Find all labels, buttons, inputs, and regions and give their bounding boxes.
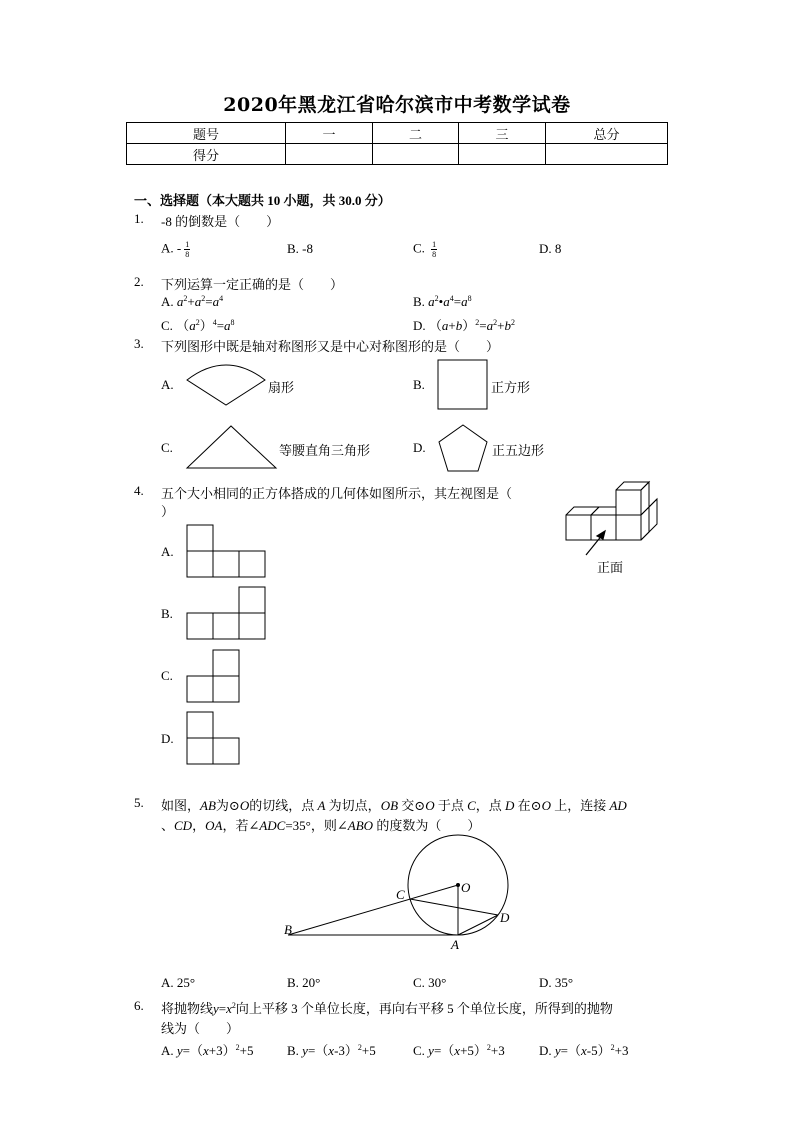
option-label: D. xyxy=(413,318,429,333)
option-label: A. xyxy=(161,294,177,309)
option-c: C. xyxy=(161,668,173,683)
view-b-figure xyxy=(186,586,268,642)
question-stem: 下列图形中既是轴对称图形又是中心对称图形的是（ ） xyxy=(161,339,500,354)
question-stem-continued: ） xyxy=(161,504,175,519)
question-stem: 下列运算一定正确的是（ ） xyxy=(161,277,344,292)
sector-figure xyxy=(186,360,266,408)
view-d-figure xyxy=(186,711,242,767)
option-b: B. $y=(x-3)^2+5$ xyxy=(287,1043,376,1058)
score-row-label: 得分 xyxy=(127,144,286,165)
shape-name: 正方形 xyxy=(491,380,531,395)
score-header-cell: 总分 xyxy=(546,123,668,144)
figure-label: 正面 xyxy=(597,561,624,576)
score-header-cell: 三 xyxy=(459,123,546,144)
point-label-a: A xyxy=(451,937,459,952)
question-number: 4. xyxy=(134,483,144,498)
score-cell[interactable] xyxy=(459,144,546,165)
option-b: B. -8 xyxy=(287,241,313,256)
option-d: D. xyxy=(413,440,426,455)
square-figure xyxy=(437,359,489,411)
question-stem: 将抛物线$y=x^2$向上平移 3 个单位长度，再向右平移 5 个单位长度，所得到的抛物 xyxy=(161,1001,613,1016)
question-number: 2. xyxy=(134,274,144,289)
score-cell[interactable] xyxy=(286,144,373,165)
score-cell[interactable] xyxy=(373,144,459,165)
question-number: 6. xyxy=(134,998,144,1013)
fraction-numerator: 1 xyxy=(432,240,437,249)
option-b: B. xyxy=(161,606,173,621)
fraction xyxy=(431,240,437,259)
shape-name: 等腰直角三角形 xyxy=(279,443,371,458)
option-label: C. xyxy=(161,318,177,333)
view-a-figure xyxy=(186,524,268,580)
option-label: C. xyxy=(413,240,429,256)
point-label-d: D xyxy=(500,910,510,925)
question-stem-continued: 、CD，OA，若∠ADC=35°，则∠ABO 的度数为（ ） xyxy=(161,818,481,833)
shape-name: 正五边形 xyxy=(492,443,545,458)
question-stem: 如图，AB为⊙O的切线，点 A 为切点，OB 交⊙O 于点 C，点 D 在⊙O 上，连接 AD xyxy=(161,798,627,813)
option-a: A. xyxy=(161,377,174,392)
fraction-denominator: 8 xyxy=(185,250,190,259)
pentagon-figure xyxy=(437,424,489,474)
option-d: D. xyxy=(161,731,174,746)
fraction-numerator: 1 xyxy=(185,240,190,249)
option-b: B. xyxy=(413,377,425,392)
question-number: 5. xyxy=(134,795,144,810)
option-b: B. $a^2•a^4=a^8$ xyxy=(413,294,472,309)
question-number: 1. xyxy=(134,211,144,226)
page-title: 2020年黑龙江省哈尔滨市中考数学试卷 xyxy=(223,94,571,116)
question-stem-continued: 线为（ ） xyxy=(161,1021,240,1036)
shape-name: 扇形 xyxy=(268,380,295,395)
point-label-c: C xyxy=(396,887,405,902)
fraction-denominator: 8 xyxy=(432,250,437,259)
point-label-b: B xyxy=(284,922,292,937)
question-number: 3. xyxy=(134,336,144,351)
score-header-cell: 一 xyxy=(286,123,373,144)
section-heading: 一、选择题（本大题共 10 小题，共 30.0 分） xyxy=(134,193,391,208)
option-d: D. $(a+b)^2=a^2+b^2$ xyxy=(413,318,515,333)
score-table xyxy=(126,122,668,165)
option-a xyxy=(161,240,190,259)
option-label: B. xyxy=(413,294,429,309)
option-label: A. - xyxy=(161,240,182,256)
triangle-figure xyxy=(186,424,278,470)
option-c: C. 30° xyxy=(413,975,447,990)
question-stem: 五个大小相同的正方体搭成的几何体如图所示，其左视图是（ xyxy=(161,486,513,501)
view-c-figure xyxy=(186,649,242,705)
option-c: C. $(a^2)^4=a^8$ xyxy=(161,318,235,333)
score-header-cell: 题号 xyxy=(127,123,286,144)
option-c: C. $y=(x+5)^2+3$ xyxy=(413,1043,505,1058)
option-c xyxy=(413,240,437,259)
option-b: B. 20° xyxy=(287,975,321,990)
point-label-o: O xyxy=(461,880,471,895)
option-d: D. 8 xyxy=(539,241,562,256)
option-a: A. $y=(x+3)^2+5$ xyxy=(161,1043,254,1058)
option-d: D. $y=(x-5)^2+3$ xyxy=(539,1043,629,1058)
score-cell[interactable] xyxy=(546,144,668,165)
option-a: A. 25° xyxy=(161,975,196,990)
option-a: A. xyxy=(161,544,174,559)
fraction xyxy=(184,240,190,259)
option-a: A. $a^2+a^2=a^4$ xyxy=(161,294,224,309)
option-d: D. 35° xyxy=(539,975,574,990)
question-stem: -8 的倒数是（ ） xyxy=(161,214,280,229)
option-c: C. xyxy=(161,440,173,455)
score-header-cell: 二 xyxy=(373,123,459,144)
